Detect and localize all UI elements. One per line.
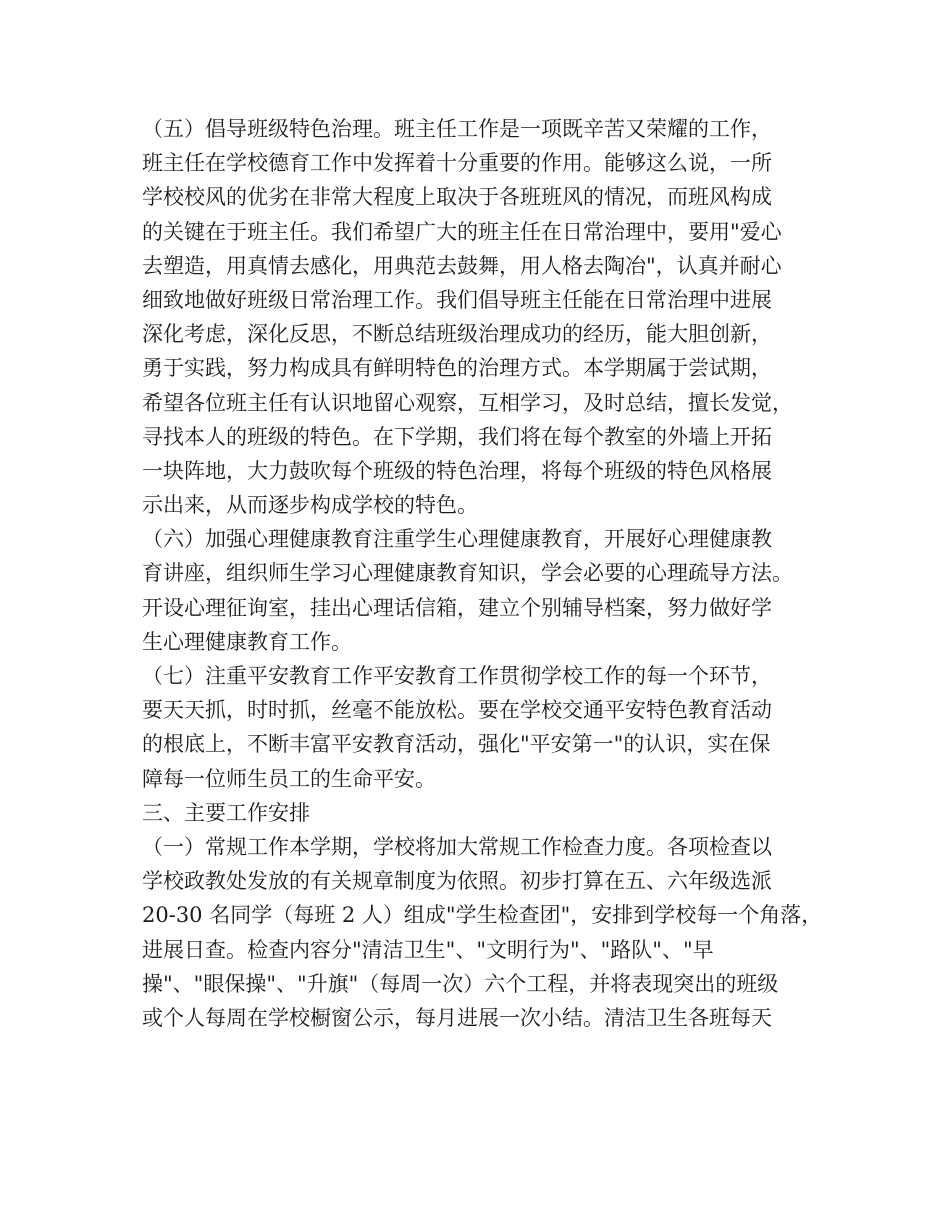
text-line: 寻找本人的班级的特色。在下学期，我们将在每个教室的外墙上开拓 bbox=[142, 424, 772, 449]
text-line: 一块阵地，大力鼓吹每个班级的特色治理，将每个班级的特色风格展 bbox=[142, 458, 772, 483]
text-line: 学校政教处发放的有关规章制度为依照。初步打算在五、六年级选派 bbox=[142, 869, 772, 894]
text-line: 要天天抓，时时抓，丝毫不能放松。要在学校交通平安特色教育活动 bbox=[142, 698, 772, 723]
text-line: 开设心理征询室，挂出心理话信箱，建立个别辅导档案，努力做好学 bbox=[142, 595, 772, 620]
text-line: 或个人每周在学校橱窗公示，每月进展一次小结。清洁卫生各班每天 bbox=[142, 1005, 772, 1030]
text-line: 勇于实践，努力构成具有鲜明特色的治理方式。本学期属于尝试期， bbox=[142, 356, 772, 381]
text-line: 去塑造，用真情去感化，用典范去鼓舞，用人格去陶冶"，认真并耐心 bbox=[142, 253, 782, 278]
text-line: 育讲座，组织师生学习心理健康教育知识，学会必要的心理疏导方法。 bbox=[142, 561, 793, 586]
document-body bbox=[142, 112, 832, 1035]
text-line: 生心理健康教育工作。 bbox=[142, 629, 352, 654]
text-line: 深化考虑，深化反思，不断总结班级治理成功的经历，能大胆创新， bbox=[142, 322, 772, 347]
text-line: 细致地做好班级日常治理工作。我们倡导班主任能在日常治理中进展 bbox=[142, 287, 772, 312]
text-line: 学校校风的优劣在非常大程度上取决于各班班风的情况，而班风构成 bbox=[142, 185, 772, 210]
text-line: （七）注重平安教育工作平安教育工作贯彻学校工作的每一个环节， bbox=[142, 664, 772, 688]
text-line: （六）加强心理健康教育注重学生心理健康教育，开展好心理健康教 bbox=[142, 527, 772, 552]
text-line: （五）倡导班级特色治理。班主任工作是一项既辛苦又荣耀的工作， bbox=[142, 117, 772, 141]
text-line: （一）常规工作本学期，学校将加大常规工作检查力度。各项检查以 bbox=[142, 834, 772, 859]
text-line: 示出来，从而逐步构成学校的特色。 bbox=[142, 493, 478, 518]
text-line: 进展日查。检查内容分"清洁卫生"、"文明行为"、"路队"、"早 bbox=[142, 937, 714, 962]
text-line: 操"、"眼保操"、"升旗"（每周一次）六个工程，并将表现突出的班级 bbox=[142, 971, 779, 996]
text-line: 班主任在学校德育工作中发挥着十分重要的作用。能够这么说，一所 bbox=[142, 151, 772, 176]
section-heading: 三、主要工作安排 bbox=[142, 800, 310, 825]
text-line: 希望各位班主任有认识地留心观察，互相学习，及时总结，擅长发觉， bbox=[142, 390, 793, 415]
text-line: 的关键在于班主任。我们希望广大的班主任在日常治理中，要用"爱心 bbox=[142, 219, 782, 244]
text-line: 的根底上，不断丰富平安教育活动，强化"平安第一"的认识，实在保 bbox=[142, 732, 771, 757]
text-line: 障每一位师生员工的生命平安。 bbox=[142, 766, 436, 791]
text-line: 20-30 名同学（每班 2 人）组成"学生检查团"，安排到学校每一个角落， bbox=[142, 903, 823, 928]
